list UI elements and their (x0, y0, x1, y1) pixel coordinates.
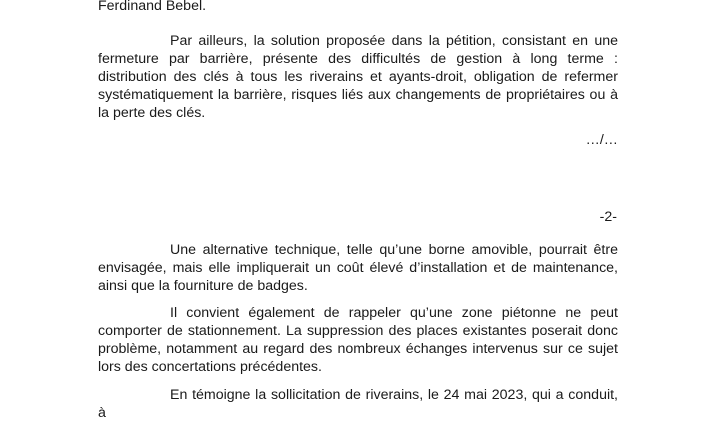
paragraph-residents-request: En témoigne la sollicitation de riverains, le 24 mai 2023, qui a conduit, à (98, 387, 618, 421)
continuation-mark: …/… (585, 132, 618, 148)
signature-line: Ferdinand Bebel. (98, 0, 207, 14)
paragraph-barrier-solution: Par ailleurs, la solution proposée dans la pétition, consistant en une fermeture par barrière, présente des difficultés de gestion à long terme : distribution des clés à tous les riverains et ayants-droit, obligation de refermer systématiquement la barrière, risques liés aux changements de propriétaires ou à la perte des clés. (98, 33, 618, 121)
paragraph-pedestrian-zone: Il convient également de rappeler qu’une zone piétonne ne peut comporter de stationnement. La suppression des places existantes poserait donc problème, notamment au regard des nombreux échanges intervenus sur ce sujet lors des concertations précédentes. (98, 305, 618, 375)
paragraph-alternative-bollard: Une alternative technique, telle qu’une borne amovible, pourrait être envisagée, mais elle impliquerait un coût élevé d’installation et de maintenance, ainsi que la fourniture de badges. (98, 242, 618, 294)
page-number: -2- (599, 209, 617, 225)
